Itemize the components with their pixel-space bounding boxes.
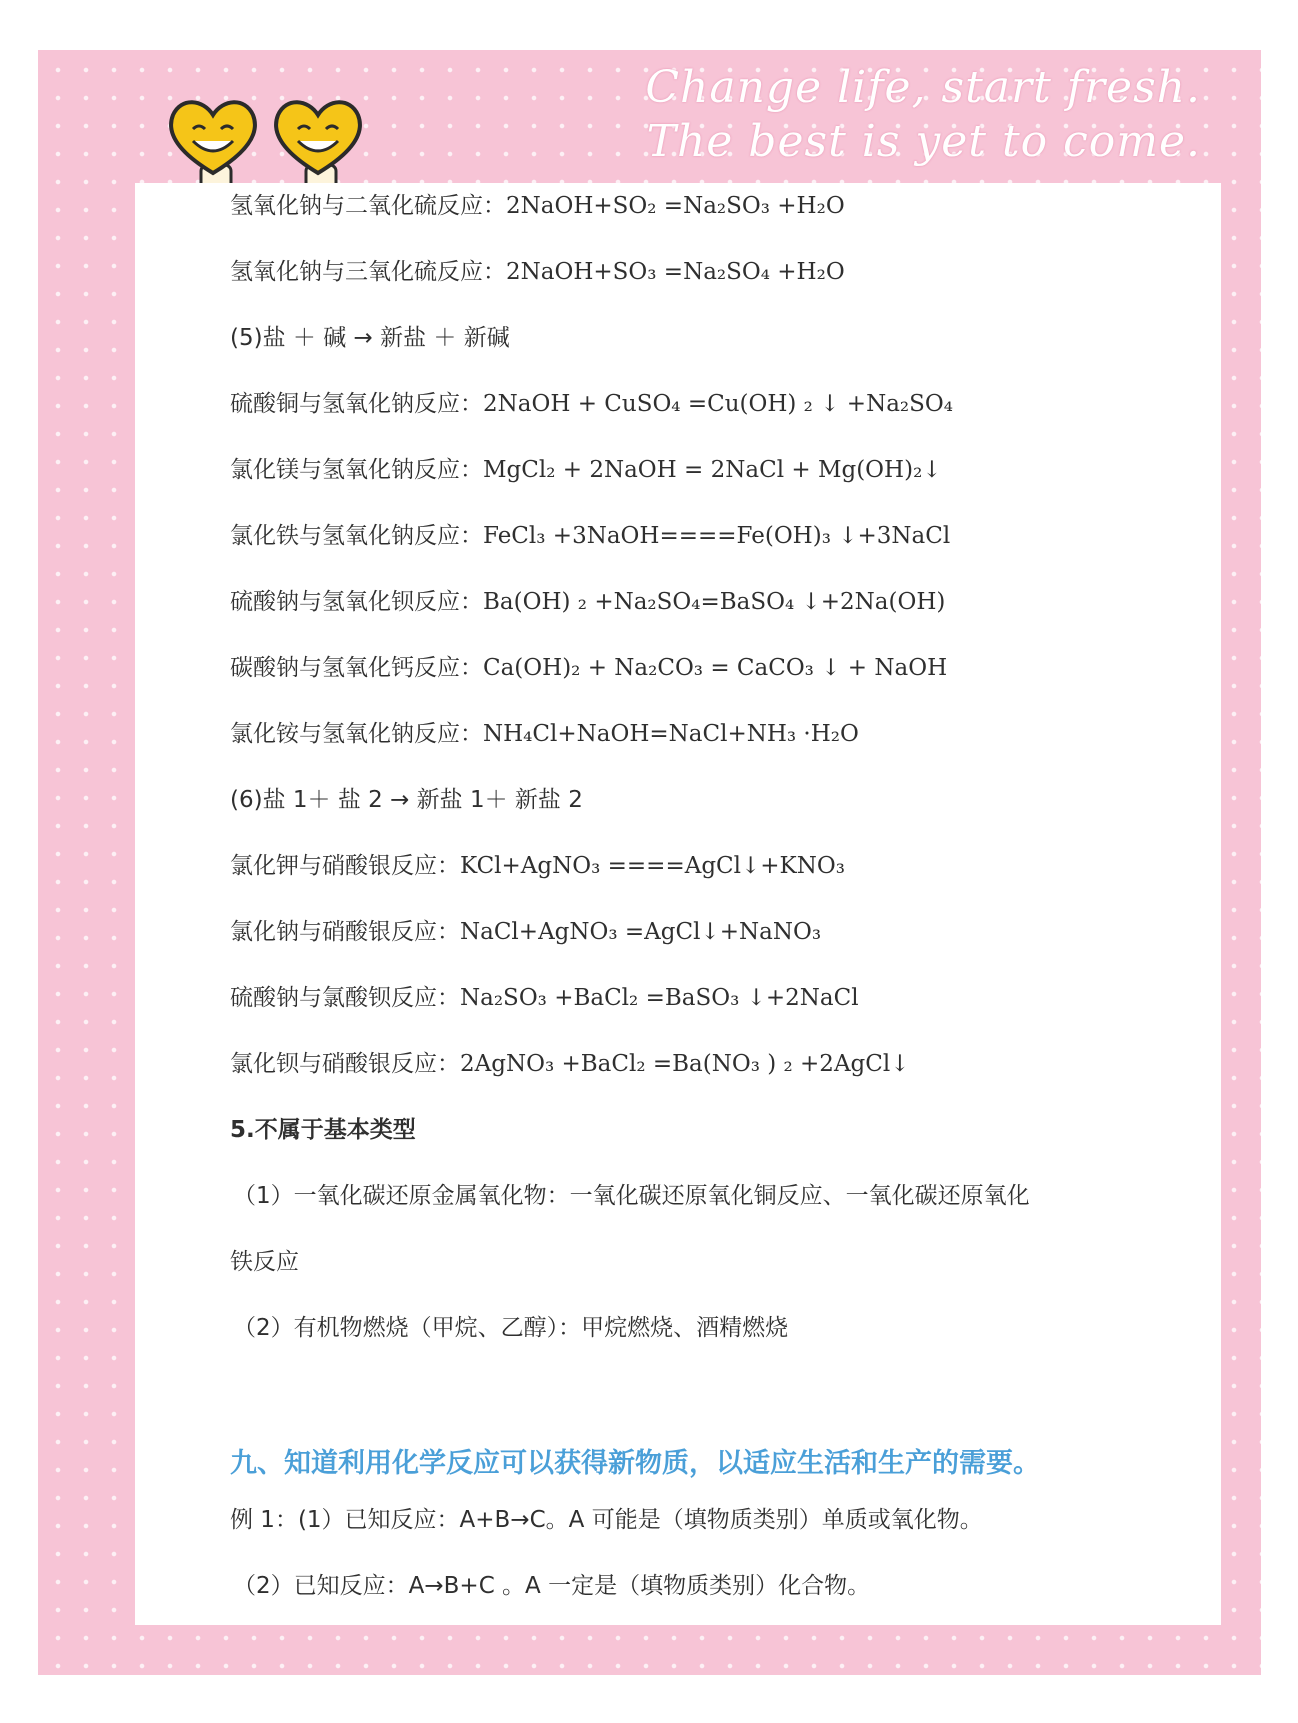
equation-line: 氯化钠与硝酸银反应：NaCl+AgNO₃ =AgCl↓+NaNO₃	[230, 919, 822, 945]
equation-line: 氯化铁与氢氧化钠反应：FeCl₃ +3NaOH====Fe(OH)₃ ↓+3NaCl	[230, 523, 951, 549]
item-2: （2）有机物燃烧（甲烷、乙醇）：甲烷燃烧、酒精燃烧	[233, 1315, 789, 1341]
equation-line: 氯化钾与硝酸银反应：KCl+AgNO₃ ====AgCl↓+KNO₃	[230, 853, 845, 879]
equation-line: 氢氧化钠与二氧化硫反应：2NaOH+SO₂ =Na₂SO₃ +H₂O	[230, 193, 845, 219]
subsection-heading: (5)盐 ＋ 碱 → 新盐 ＋ 新碱	[230, 325, 510, 351]
subsection-heading: (6)盐 1＋ 盐 2 → 新盐 1＋ 新盐 2	[230, 787, 583, 813]
item-1-line-b: 铁反应	[230, 1249, 299, 1275]
section-9-title: 九、知道利用化学反应可以获得新物质，以适应生活和生产的需要。	[230, 1448, 1040, 1479]
equation-line: 氢氧化钠与三氧化硫反应：2NaOH+SO₃ =Na₂SO₄ +H₂O	[230, 259, 845, 285]
equation-line: 氯化镁与氢氧化钠反应：MgCl₂ + 2NaOH = 2NaCl + Mg(OH)₂↓	[230, 457, 942, 483]
equation-line: 碳酸钠与氢氧化钙反应：Ca(OH)₂ + Na₂CO₃ = CaCO₃ ↓ + NaOH	[230, 655, 948, 681]
equation-line: 硫酸钠与氢氧化钡反应：Ba(OH) ₂ +Na₂SO₄=BaSO₄ ↓+2Na(OH)	[230, 589, 946, 615]
example-1: 例 1：(1）已知反应：A+B→C。A 可能是（填物质类别）单质或氧化物。	[230, 1507, 983, 1533]
section-5-title: 5.不属于基本类型	[230, 1117, 416, 1143]
document-page	[135, 183, 1221, 1625]
equation-line: 氯化钡与硝酸银反应：2AgNO₃ +BaCl₂ =Ba(NO₃ ) ₂ +2AgCl↓	[230, 1051, 910, 1077]
slogan-line-2: The best is yet to come.	[646, 116, 1201, 167]
item-1-line-a: （1）一氧化碳还原金属氧化物：一氧化碳还原氧化铜反应、一氧化碳还原氧化	[233, 1183, 1030, 1209]
slogan-line-1: Change life, start fresh.	[645, 62, 1201, 113]
equation-line: 硫酸铜与氢氧化钠反应：2NaOH + CuSO₄ =Cu(OH) ₂ ↓ +Na₂SO₄	[230, 391, 953, 417]
example-2: （2）已知反应：A→B+C 。A 一定是（填物质类别）化合物。	[233, 1573, 871, 1599]
equation-line: 硫酸钠与氯酸钡反应：Na₂SO₃ +BaCl₂ =BaSO₃ ↓+2NaCl	[230, 985, 859, 1011]
equation-line: 氯化铵与氢氧化钠反应：NH₄Cl+NaOH=NaCl+NH₃ ·H₂O	[230, 721, 859, 747]
